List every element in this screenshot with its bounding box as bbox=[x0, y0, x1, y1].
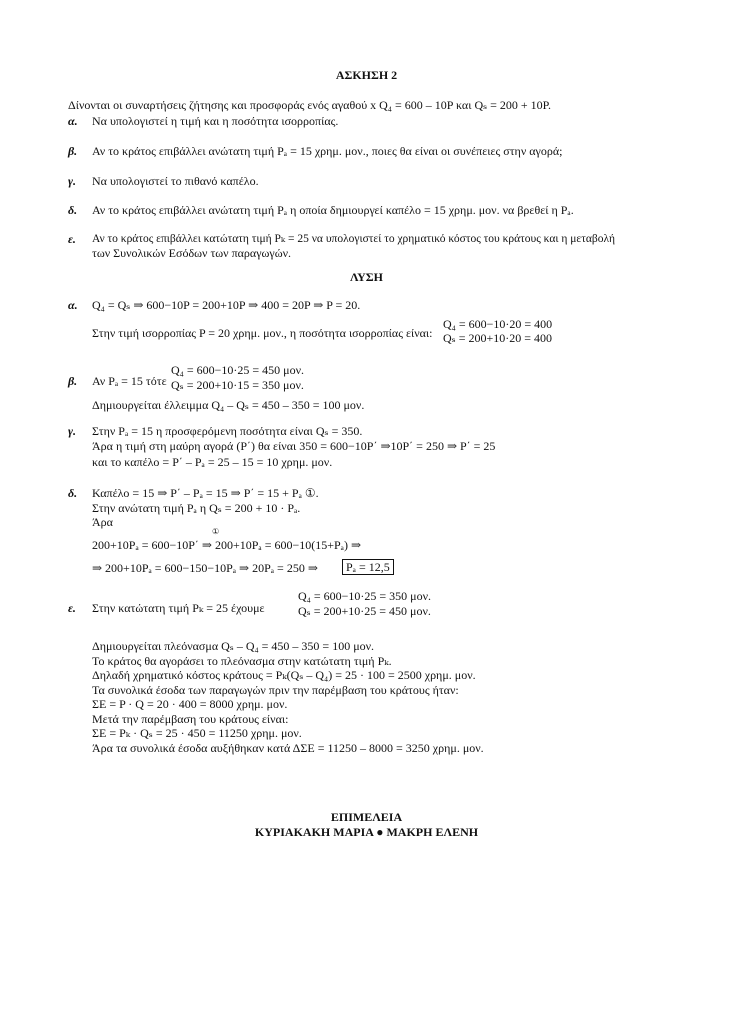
solution-label-b: β. bbox=[68, 374, 78, 388]
sol-e-eq2: Qₛ = 200+10·25 = 450 μον. bbox=[298, 604, 431, 618]
question-text: Να υπολογιστεί η τιμή και η ποσότητα ισορροπίας. bbox=[92, 114, 339, 128]
sol-e-line: Το κράτος θα αγοράσει το πλεόνασμα στην κατώτατη τιμή Pₖ. bbox=[92, 654, 392, 668]
footer-authors: ΚΥΡΙΑΚΑΚΗ ΜΑΡΙΑ ● ΜΑΚΡΗ ΕΛΕΝΗ bbox=[254, 825, 479, 839]
sol-b-prefix: Αν Pₐ = 15 τότε bbox=[92, 374, 167, 388]
sol-e-prefix: Στην κατώτατη τιμή Pₖ = 25 έχουμε bbox=[92, 601, 265, 615]
sol-d-boxed-result bbox=[342, 560, 394, 574]
solution-label-a: α. bbox=[68, 298, 78, 312]
sol-a-eq1: Q₄ = 600−10·20 = 400 bbox=[443, 317, 553, 331]
sol-d-line2: Στην ανώτατη τιμή Pₐ η Qₛ = 200 + 10 · Pₐ. bbox=[92, 501, 301, 515]
sol-e-line: ΣΕ = P · Q = 20 · 400 = 8000 χρημ. μον. bbox=[92, 697, 288, 711]
boxed-answer: Pₐ = 12,5 bbox=[342, 559, 394, 575]
sol-e-line: Μετά την παρέμβαση του κράτους είναι: bbox=[92, 712, 289, 726]
question-label: γ. bbox=[68, 174, 76, 188]
sol-d-line1: Καπέλο = 15 ⇒ P΄ – Pₐ = 15 ⇒ P΄ = 15 + Pₐ ①. bbox=[92, 486, 319, 500]
sol-a-eq2: Qₛ = 200+10·20 = 400 bbox=[443, 331, 553, 345]
sol-d-line3: Άρα bbox=[92, 515, 113, 529]
question-text: Αν το κράτος επιβάλλει ανώτατη τιμή Pₐ = 15 χρημ. μον., ποιες θα είναι οι συνέπειες στην αγορά; bbox=[92, 144, 563, 158]
sol-b-eq1: Q₄ = 600−10·25 = 450 μον. bbox=[171, 363, 305, 377]
sol-e-line: Τα συνολικά έσοδα των παραγωγών πριν την παρέμβαση του κράτους ήταν: bbox=[92, 683, 459, 697]
question-text: Αν το κράτος επιβάλλει κατώτατη τιμή Pₖ = 25 να υπολογιστεί το χρηματικό κόστος του κράτους και η μεταβολή bbox=[92, 233, 615, 245]
sol-a-line2: Στην τιμή ισορροπίας P = 20 χρημ. μον., η ποσότητα ισορροπίας είναι: bbox=[92, 326, 433, 340]
question-label: δ. bbox=[68, 203, 78, 217]
sol-d-line5: ⇒ 200+10Pₐ = 600−150−10Pₐ ⇒ 20Pₐ = 250 ⇒ bbox=[92, 561, 318, 575]
sol-a-line1: Q₄ = Qₛ ⇒ 600−10P = 200+10P ⇒ 400 = 20P ⇒ P = 20. bbox=[92, 298, 361, 312]
question-label: ε. bbox=[68, 232, 76, 246]
sol-d-line4: 200+10Pₐ = 600−10P΄ ⇒ 200+10Pₐ = 600−10(15+Pₐ) ⇒ bbox=[92, 538, 362, 552]
solution-title: ΛΥΣΗ bbox=[350, 270, 383, 284]
sol-e-line: Δηλαδή χρηματικό κόστος κράτους = Pₖ(Qₛ – Q₄) = 25 · 100 = 2500 χρημ. μον. bbox=[92, 668, 476, 682]
sol-e-eq1: Q₄ = 600−10·25 = 350 μον. bbox=[298, 589, 432, 603]
sol-c-line2: Άρα η τιμή στη μαύρη αγορά (P΄) θα είναι 350 = 600−10P΄ ⇒10P΄ = 250 ⇒ P΄ = 25 bbox=[92, 439, 496, 453]
solution-label-c: γ. bbox=[68, 424, 76, 438]
sol-b-eq2: Qₛ = 200+10·15 = 350 μον. bbox=[171, 378, 304, 392]
sol-e-line: Άρα τα συνολικά έσοδα αυξήθηκαν κατά ΔΣΕ = 11250 – 8000 = 3250 χρημ. μον. bbox=[92, 741, 484, 755]
question-text: Να υπολογιστεί το πιθανό καπέλο. bbox=[92, 174, 259, 188]
solution-label-d: δ. bbox=[68, 486, 78, 500]
sol-c-line3: και το καπέλο = P΄ – Pₐ = 25 – 15 = 10 χρημ. μον. bbox=[92, 455, 333, 469]
sol-b-line2: Δημιουργείται έλλειμμα Q₄ – Qₛ = 450 – 350 = 100 μον. bbox=[92, 398, 365, 412]
sol-e-line: ΣΕ = Pₖ · Qₛ = 25 · 450 = 11250 χρημ. μον. bbox=[92, 726, 302, 740]
sol-e-line: Δημιουργείται πλεόνασμα Qₛ – Q₄ = 450 – 350 = 100 μον. bbox=[92, 639, 375, 653]
intro-text: Δίνονται οι συναρτήσεις ζήτησης και προσφοράς ενός αγαθού x Q₄ = 600 – 10P και Qₛ = 200 + 10P. bbox=[68, 98, 552, 112]
footer-heading: ΕΠΙΜΕΛΕΙΑ bbox=[330, 810, 403, 824]
sol-c-line1: Στην Pₐ = 15 η προσφερόμενη ποσότητα είναι Qₛ = 350. bbox=[92, 424, 363, 438]
solution-label-e: ε. bbox=[68, 601, 76, 615]
question-label: β. bbox=[68, 144, 78, 158]
question-label: α. bbox=[68, 114, 78, 128]
equation-marker: ① bbox=[212, 527, 220, 536]
exercise-title: ΑΣΚΗΣΗ 2 bbox=[335, 68, 398, 82]
question-text: Αν το κράτος επιβάλλει ανώτατη τιμή Pₐ η οποία δημιουργεί καπέλο = 15 χρημ. μον. να βρεθεί η Pₐ. bbox=[92, 203, 574, 217]
question-text-cont: των Συνολικών Εσόδων των παραγωγών. bbox=[92, 246, 292, 260]
